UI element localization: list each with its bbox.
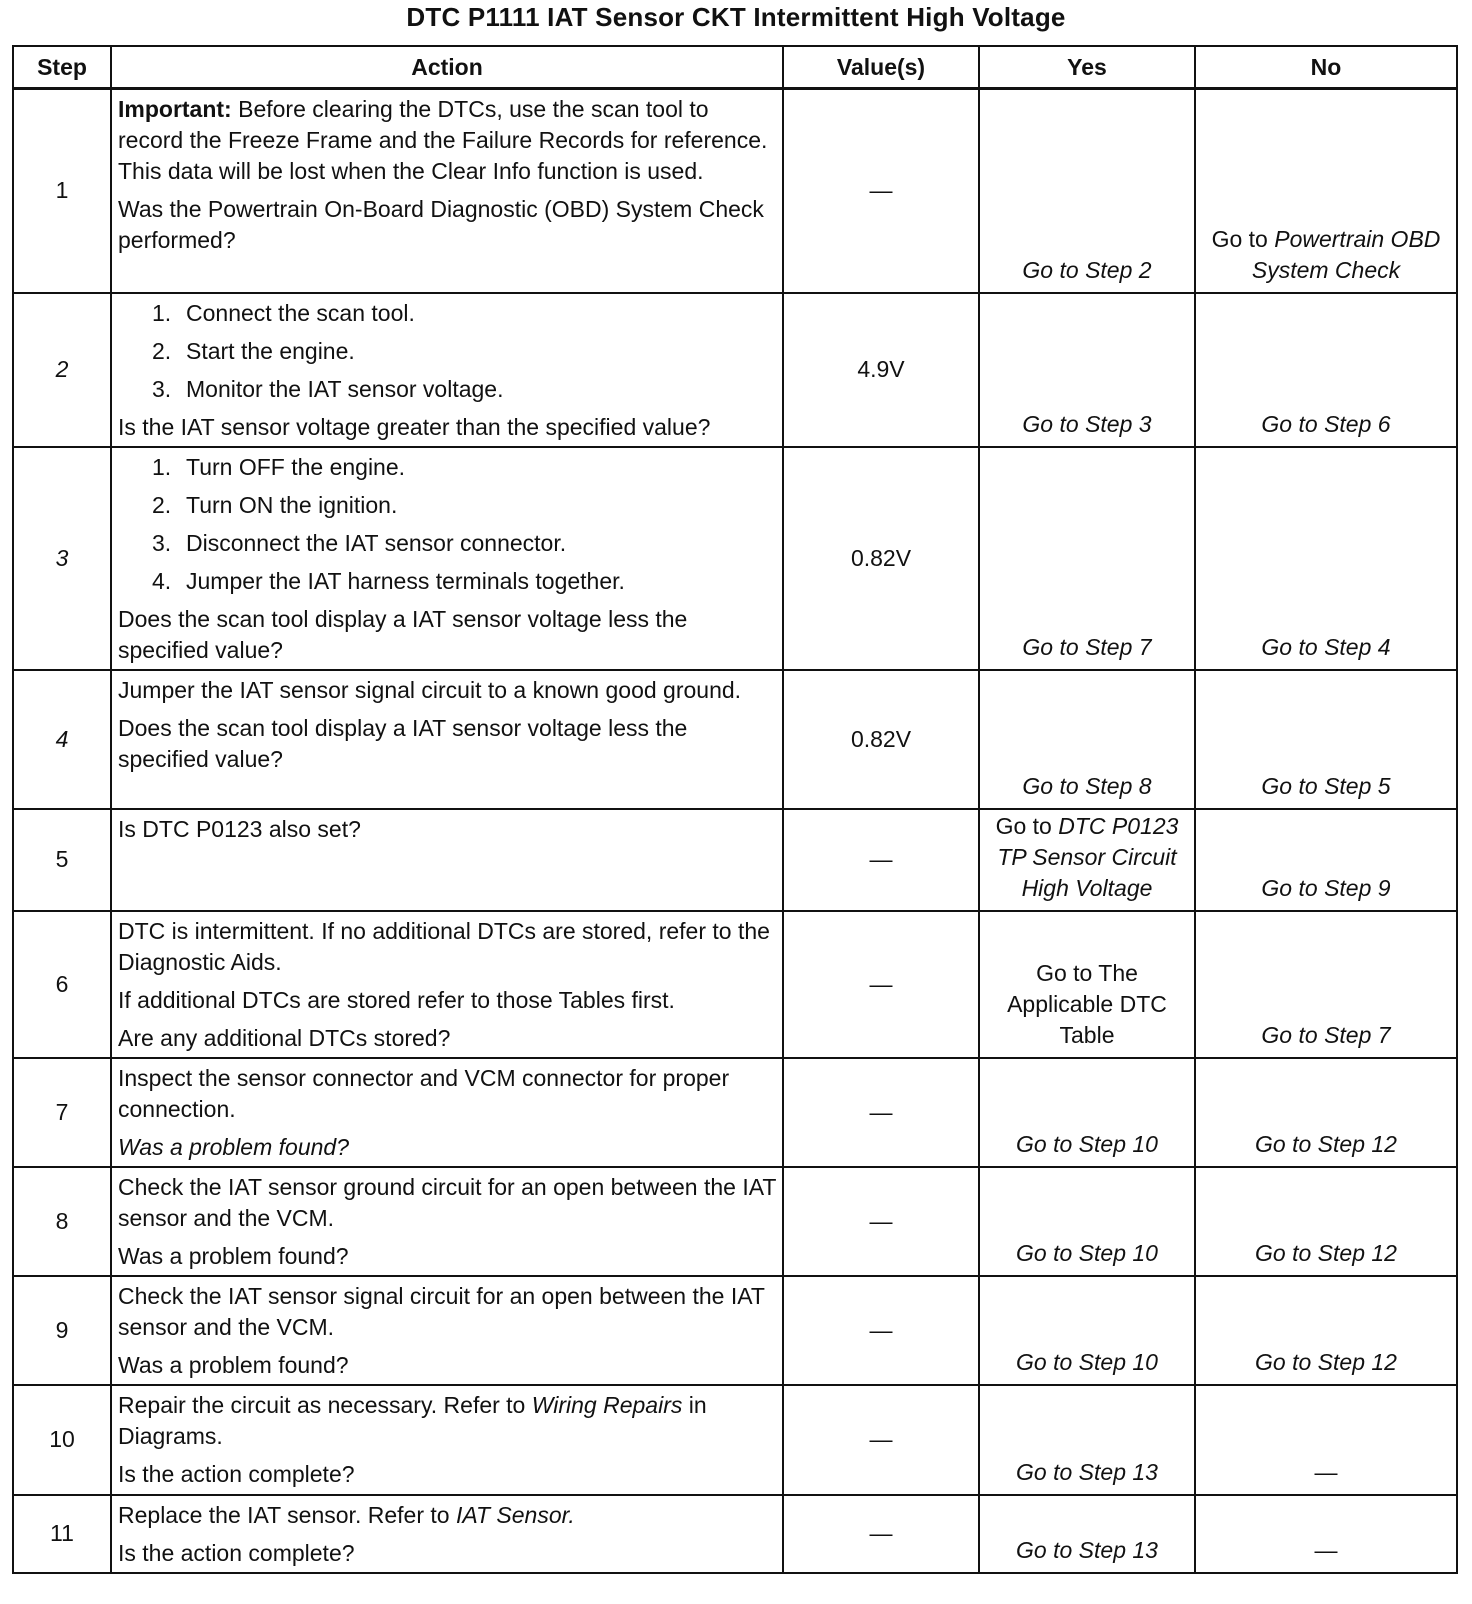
action-cell: [111, 911, 783, 1058]
substep: Monitor the IAT sensor voltage.: [186, 375, 504, 402]
action-question: Is DTC P0123 also set?: [118, 815, 361, 842]
step-number: 11: [13, 1495, 111, 1573]
action-text: Jumper the IAT sensor signal circuit to a known good ground.: [118, 676, 742, 703]
step-number: 6: [13, 911, 111, 1058]
substep: Connect the scan tool.: [186, 299, 415, 326]
yes-cell: Go to The Applicable DTC Table: [979, 911, 1195, 1058]
action-text: [118, 1500, 776, 1531]
no-cell: [1195, 89, 1457, 293]
substep-list: [118, 298, 776, 405]
action-text-link: Wiring Repairs: [531, 1391, 683, 1418]
action-text: Check the IAT sensor ground circuit for an open between the IAT sensor and the VCM.: [118, 1173, 777, 1231]
action-text: Check the IAT sensor signal circuit for an open between the IAT sensor and the VCM.: [118, 1282, 765, 1340]
substep: Start the engine.: [186, 337, 355, 364]
action-text: If additional DTCs are stored refer to those Tables first.: [118, 986, 675, 1013]
action-text-prefix: Replace the IAT sensor. Refer to: [118, 1501, 456, 1528]
yes-link: DTC P0123 TP Sensor Circuit High Voltage: [997, 812, 1179, 901]
value-cell: 0.82V: [783, 670, 979, 809]
action-cell: [111, 447, 783, 670]
action-question: Does the scan tool display a IAT sensor voltage less the specified value?: [118, 605, 688, 663]
action-question: Was a problem found?: [118, 1133, 349, 1160]
step-number: 7: [13, 1058, 111, 1167]
table-row: [13, 1276, 1457, 1385]
action-text: [118, 94, 776, 187]
table-row: [13, 670, 1457, 809]
no-cell: Go to Step 7: [1195, 911, 1457, 1058]
yes-cell: Go to Step 8: [979, 670, 1195, 809]
value-cell: —: [783, 809, 979, 911]
action-question: Does the scan tool display a IAT sensor voltage less the specified value?: [118, 714, 688, 772]
value-cell: —: [783, 1495, 979, 1573]
table-row: [13, 1385, 1457, 1495]
header-yes: Yes: [979, 46, 1195, 89]
header-no: No: [1195, 46, 1457, 89]
action-text-prefix: Repair the circuit as necessary. Refer to: [118, 1391, 532, 1418]
action-question: Is the IAT sensor voltage greater than the specified value?: [118, 413, 711, 440]
page-title: DTC P1111 IAT Sensor CKT Intermittent High Voltage: [406, 2, 1066, 32]
value-cell: —: [783, 1385, 979, 1495]
table-row: [13, 1058, 1457, 1167]
diagnostic-table: [12, 45, 1458, 1574]
yes-prefix: Go to: [995, 812, 1059, 839]
no-cell: Go to Step 12: [1195, 1276, 1457, 1385]
action-question: Are any additional DTCs stored?: [118, 1024, 451, 1051]
yes-cell: Go to Step 13: [979, 1495, 1195, 1573]
header-step: Step: [13, 46, 111, 89]
no-cell: Go to Step 5: [1195, 670, 1457, 809]
value-cell: —: [783, 1276, 979, 1385]
substep-list: [118, 452, 776, 597]
step-number: 1: [13, 89, 111, 293]
action-question: Was a problem found?: [118, 1351, 349, 1378]
table-row: [13, 1495, 1457, 1573]
step-number: 10: [13, 1385, 111, 1495]
action-cell: [111, 293, 783, 447]
no-cell: Go to Step 12: [1195, 1058, 1457, 1167]
substep: Turn OFF the engine.: [186, 453, 406, 480]
no-cell: —: [1195, 1385, 1457, 1495]
action-cell: [111, 670, 783, 809]
yes-cell: Go to Step 10: [979, 1167, 1195, 1276]
table-row: [13, 809, 1457, 911]
no-link: Powertrain OBD System Check: [1251, 225, 1441, 283]
yes-cell: Go to Step 3: [979, 293, 1195, 447]
substep: Jumper the IAT harness terminals together.: [186, 567, 625, 594]
action-cell: [111, 1058, 783, 1167]
yes-cell: Go to Step 10: [979, 1276, 1195, 1385]
header-value: Value(s): [783, 46, 979, 89]
value-cell: —: [783, 1058, 979, 1167]
no-cell: —: [1195, 1495, 1457, 1573]
step-number: 3: [13, 447, 111, 670]
action-question: Is the action complete?: [118, 1460, 355, 1487]
header-action: Action: [111, 46, 783, 89]
value-cell: 0.82V: [783, 447, 979, 670]
yes-cell: Go to Step 7: [979, 447, 1195, 670]
step-number: 4: [13, 670, 111, 809]
table-row: [13, 293, 1457, 447]
table-row: [13, 1167, 1457, 1276]
yes-cell: [979, 809, 1195, 911]
no-cell: Go to Step 6: [1195, 293, 1457, 447]
action-question: Is the action complete?: [118, 1539, 355, 1566]
action-cell: [111, 89, 783, 293]
yes-cell: Go to Step 10: [979, 1058, 1195, 1167]
yes-cell: Go to Step 13: [979, 1385, 1195, 1495]
step-number: 8: [13, 1167, 111, 1276]
value-cell: 4.9V: [783, 293, 979, 447]
important-label: Important:: [118, 96, 232, 122]
important-text: Before clearing the DTCs, use the scan tool to record the Freeze Frame and the Failure Records for reference. This data will be lost when the Clear Info function is used.: [118, 96, 768, 184]
step-number: 5: [13, 809, 111, 911]
table-row: [13, 911, 1457, 1058]
step-number: 2: [13, 293, 111, 447]
no-cell: Go to Step 9: [1195, 809, 1457, 911]
action-text: [118, 1390, 776, 1452]
value-cell: —: [783, 1167, 979, 1276]
action-cell: [111, 809, 783, 911]
table-row: [13, 447, 1457, 670]
substep: Disconnect the IAT sensor connector.: [186, 529, 567, 556]
action-text-link: IAT Sensor.: [455, 1501, 575, 1528]
step-number: 9: [13, 1276, 111, 1385]
action-cell: [111, 1495, 783, 1573]
no-cell: Go to Step 4: [1195, 447, 1457, 670]
action-text: Inspect the sensor connector and VCM connector for proper connection.: [118, 1064, 730, 1122]
value-cell: —: [783, 911, 979, 1058]
yes-cell: Go to Step 2: [979, 89, 1195, 293]
action-text: DTC is intermittent. If no additional DTCs are stored, refer to the Diagnostic Aids.: [118, 917, 770, 975]
no-cell: Go to Step 12: [1195, 1167, 1457, 1276]
action-cell: [111, 1276, 783, 1385]
action-question: Was a problem found?: [118, 1242, 349, 1269]
action-text-suffix: in Diagrams.: [118, 1391, 707, 1449]
action-question: Was the Powertrain On-Board Diagnostic (OBD) System Check performed?: [118, 196, 764, 253]
header-row: [13, 46, 1457, 89]
action-cell: [111, 1167, 783, 1276]
action-cell: [111, 1385, 783, 1495]
table-row: [13, 89, 1457, 293]
value-cell: —: [783, 89, 979, 293]
substep: Turn ON the ignition.: [186, 491, 398, 518]
no-prefix: Go to: [1211, 225, 1275, 252]
